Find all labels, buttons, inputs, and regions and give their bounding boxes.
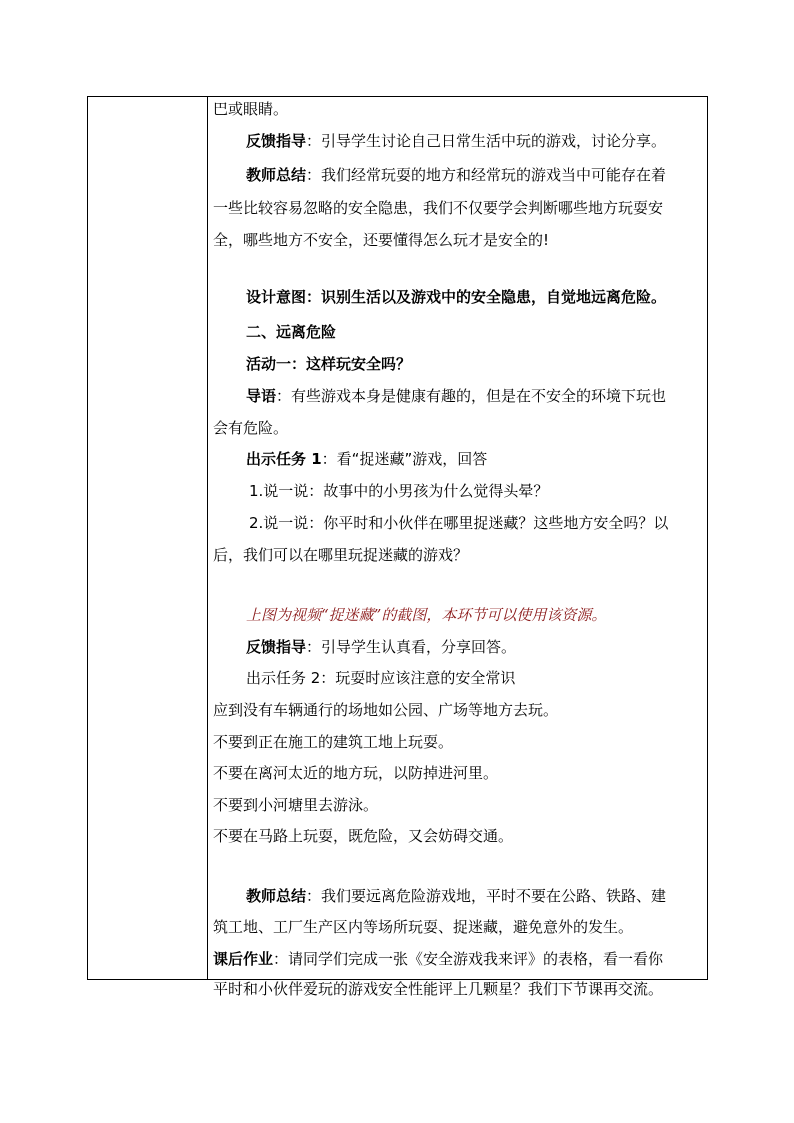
text-line: 后，我们可以在哪里玩捉迷藏的游戏？	[213, 546, 469, 564]
lesson-table	[87, 96, 708, 998]
safety-rule: 应到没有车辆通行的场地如公园、广场等地方去玩。	[213, 701, 559, 719]
section-heading: 二、远离危险	[246, 323, 337, 341]
feedback-line-2: 反馈指导：引导学生认真看，分享回答。	[246, 638, 517, 656]
text-line: 巴或眼睛。	[213, 100, 289, 118]
question-1: 1.说一说：故事中的小男孩为什么觉得头晕？	[249, 482, 549, 500]
safety-rule: 不要在马路上玩耍，既危险，又会妨碍交通。	[213, 827, 514, 845]
resource-note: 上图为视频“捉迷藏”的截图，本环节可以使用该资源。	[246, 606, 607, 624]
feedback-line-1: 反馈指导：引导学生讨论自己日常生活中玩的游戏，讨论分享。	[246, 132, 667, 150]
text-line: 筑工地、工厂生产区内等场所玩耍、捉迷藏，避免意外的发生。	[213, 918, 634, 936]
activity-heading: 活动一：这样玩安全吗？	[246, 355, 412, 373]
design-intent: 设计意图：识别生活以及游戏中的安全隐患，自觉地远离危险。	[246, 288, 667, 306]
text-line: 会有危险。	[213, 419, 289, 437]
safety-rule: 不要到小河塘里去游泳。	[213, 796, 379, 814]
text-line: 平时和小伙伴爱玩的游戏安全性能评上几颗星？我们下节课再交流。	[213, 980, 664, 998]
table-content-cell	[213, 97, 705, 998]
homework-line: 课后作业：请同学们完成一张《安全游戏我来评》的表格，看一看你	[213, 950, 664, 968]
question-2: 2.说一说：你平时和小伙伴在哪里捉迷藏？这些地方安全吗？以	[249, 514, 669, 532]
text-line: 一些比较容易忽略的安全隐患，我们不仅要学会判断哪些地方玩耍安	[213, 199, 664, 217]
guide-line: 导语：有些游戏本身是健康有趣的，但是在不安全的环境下玩也	[246, 387, 667, 405]
text-line: 全，哪些地方不安全，还要懂得怎么玩才是安全的!	[213, 231, 550, 249]
table-left-column	[88, 97, 208, 979]
safety-rule: 不要到正在施工的建筑工地上玩耍。	[213, 733, 454, 751]
safety-rule: 不要在离河太近的地方玩，以防掉进河里。	[213, 764, 499, 782]
task1-line: 出示任务 1：看“捉迷藏”游戏，回答	[246, 450, 488, 468]
teacher-summary-2: 教师总结：我们要远离危险游戏地，平时不要在公路、铁路、建	[246, 887, 667, 905]
teacher-summary-1: 教师总结：我们经常玩耍的地方和经常玩的游戏当中可能存在着	[246, 166, 667, 184]
task2-line: 出示任务 2：玩耍时应该注意的安全常识	[246, 669, 516, 687]
